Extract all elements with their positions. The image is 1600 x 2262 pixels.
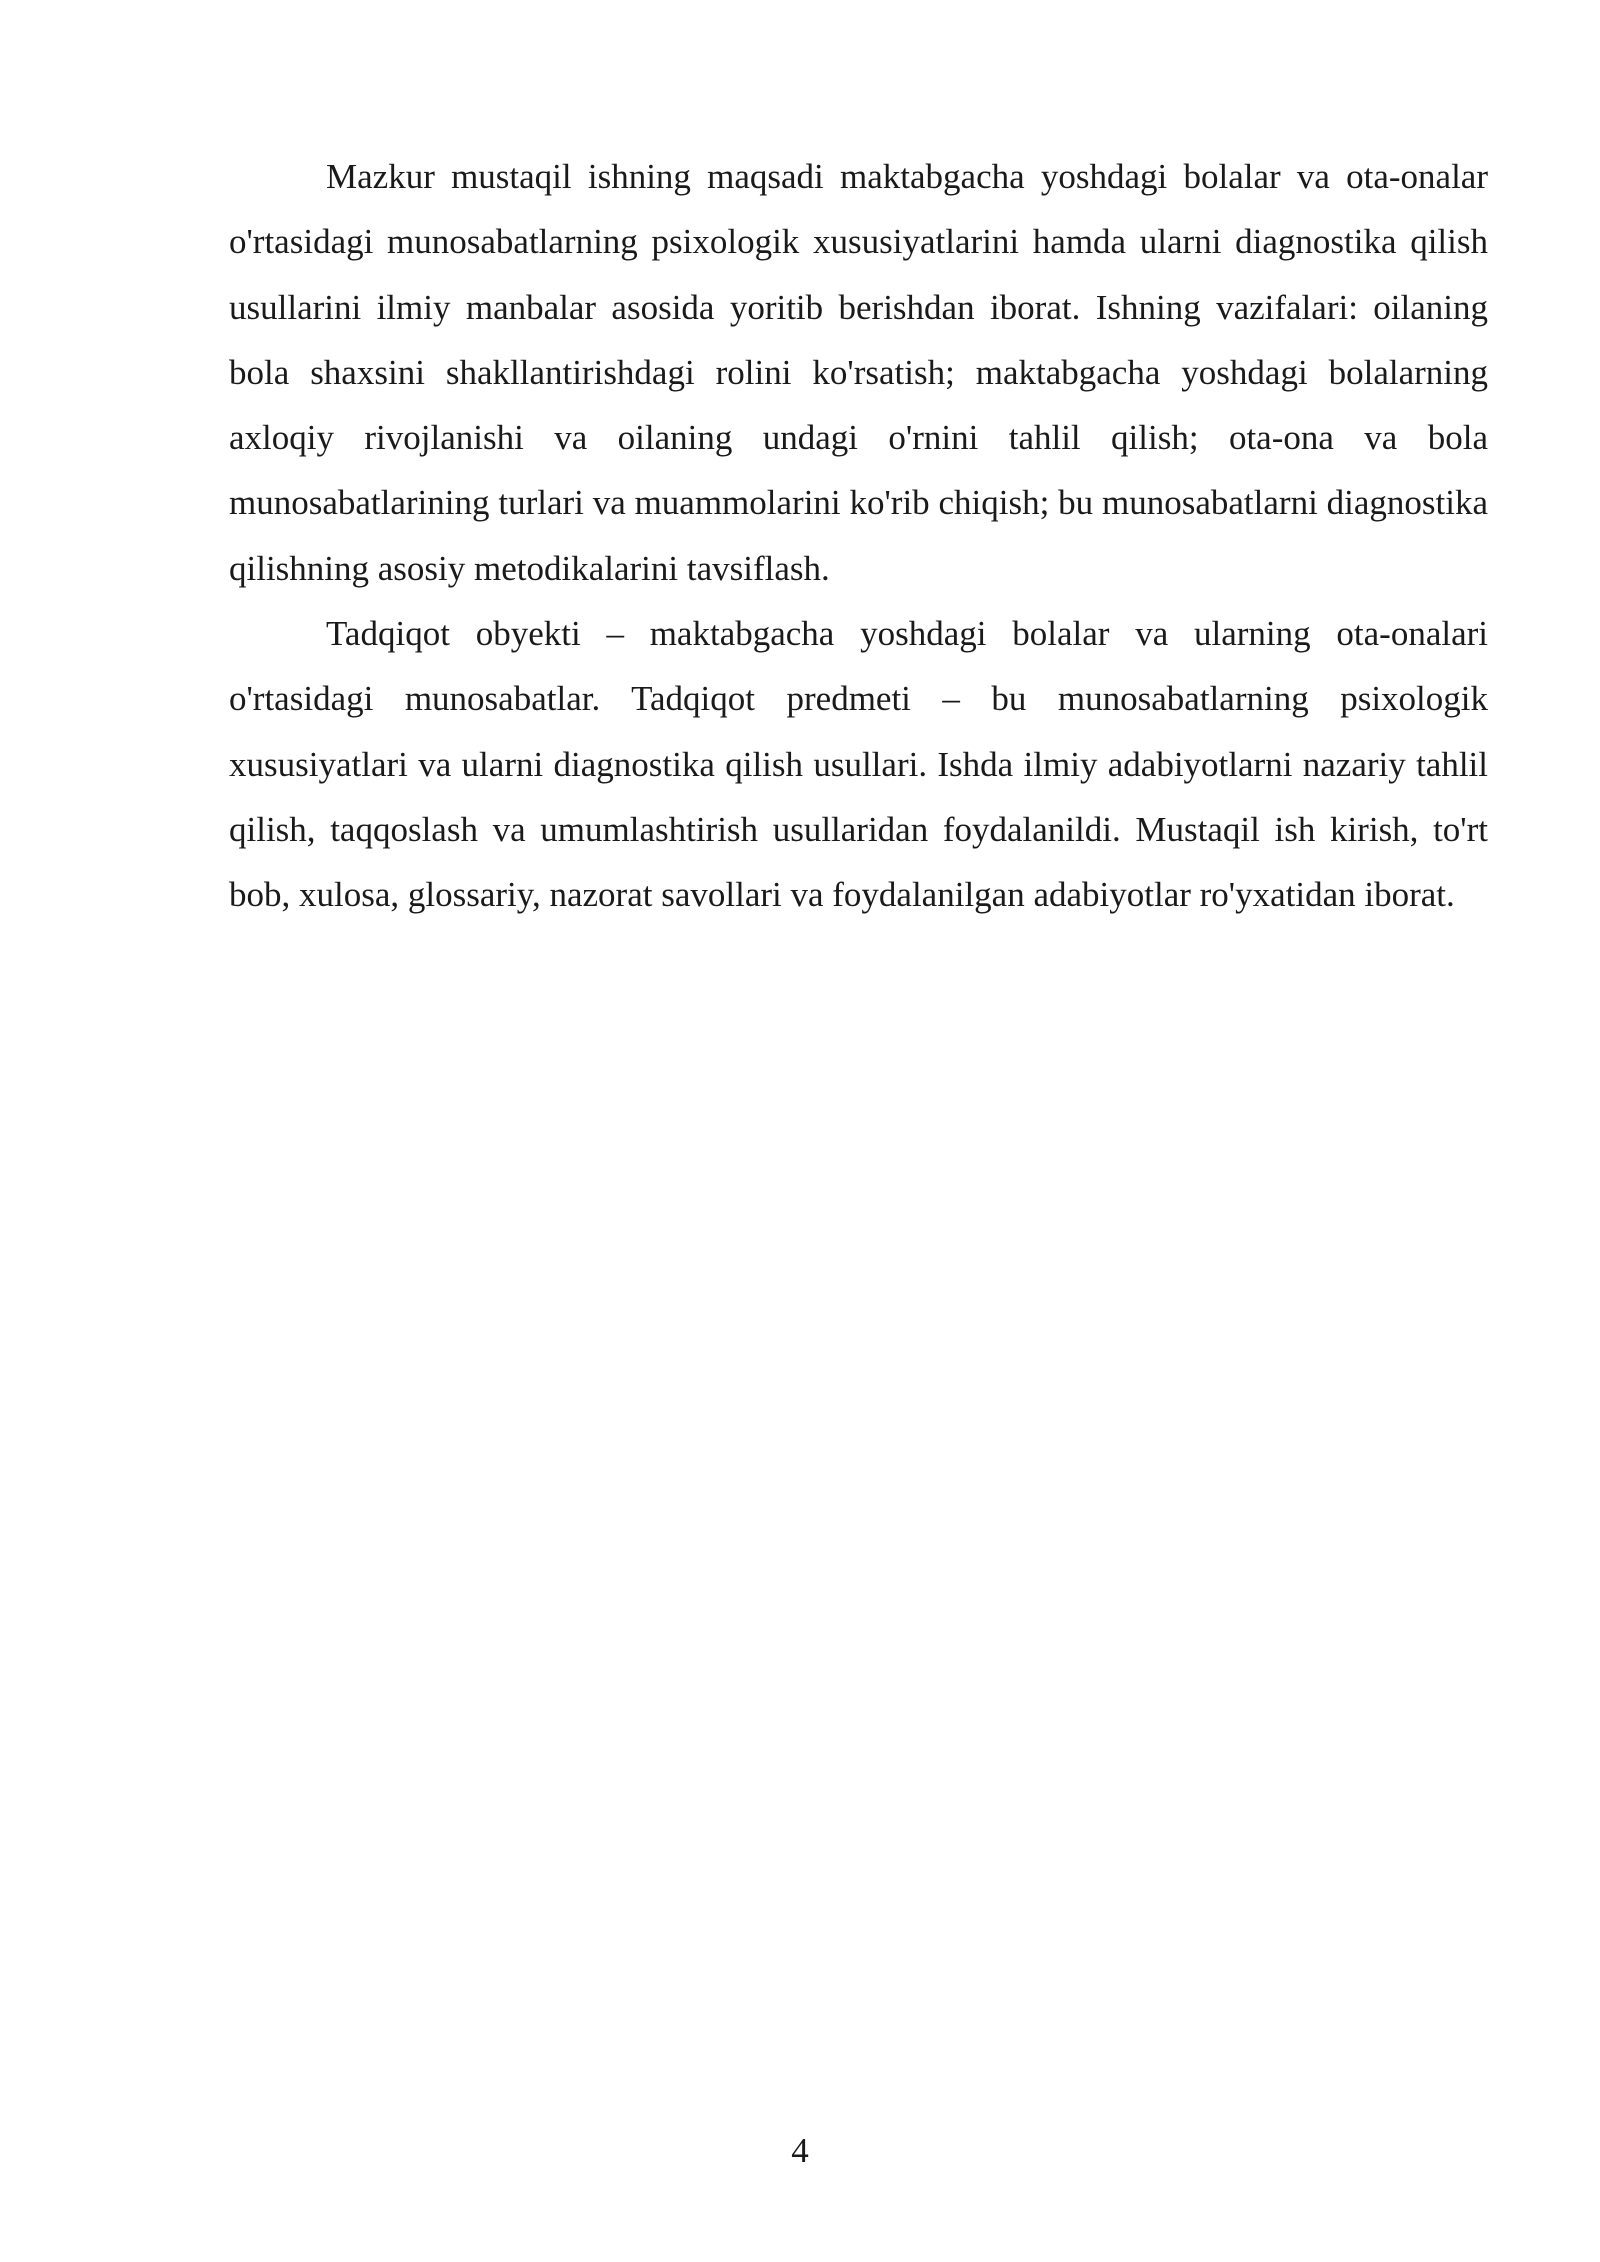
paragraph-purpose: Mazkur mustaqil ishning maqsadi maktabgacha yoshdagi bolalar va ota-onalar o'rtasidagi munosabatlarning psixologik xususiyatlarini hamda ularni diagnostika qilish usullarini ilmiy manbalar asosida yoritib berishdan iborat. Ishning vazifalari: oilaning bola shaxsini shakllantirishdagi rolini ko'rsatish; maktabgacha yoshdagi bolalarning axloqiy rivojlanishi va oilaning undagi o'rnini tahlil qilish; ota-ona va bola munosabatlarining turlari va muammolarini ko'rib chiqish; bu munosabatlarni diagnostika qilishning asosiy metodikalarini tavsiflash. xyxy=(229,157,1488,588)
page-number: 4 xyxy=(791,2131,809,2170)
paragraph-research-object: Tadqiqot obyekti – maktabgacha yoshdagi bolalar va ularning ota-onalari o'rtasidagi munosabatlar. Tadqiqot predmeti – bu munosabatlarning psixologik xususiyatlari va ularni diagnostika qilish usullari. Ishda ilmiy adabiyotlarni nazariy tahlil qilish, taqqoslash va umumlashtirish usullaridan foydalanildi. Mustaqil ish kirish, to'rt bob, xulosa, glossariy, nazorat savollari va foydalanilgan adabiyotlar ro'yxatidan iborat. xyxy=(229,614,1488,915)
page-body xyxy=(229,144,1488,928)
